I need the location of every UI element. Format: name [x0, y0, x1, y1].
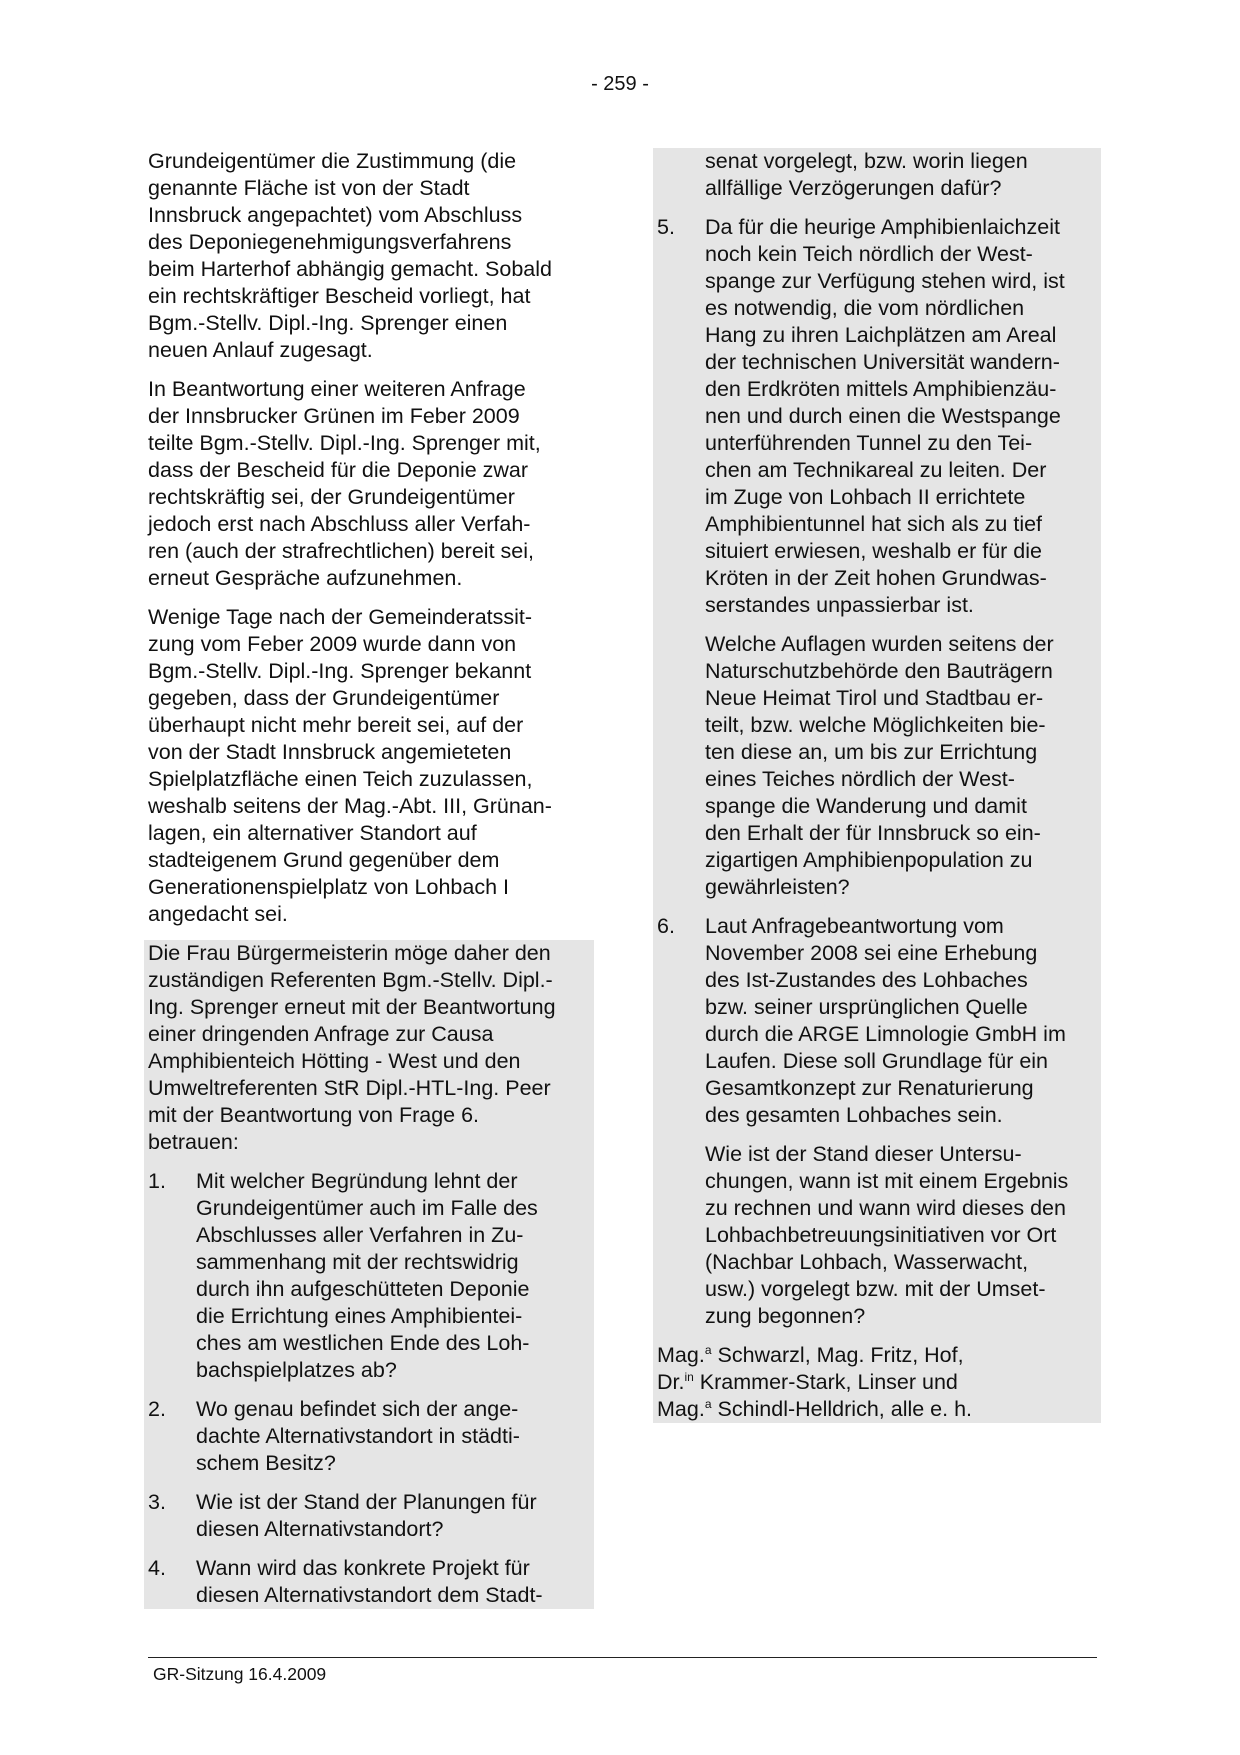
question-1: [148, 1168, 590, 1384]
question-number: 6.: [657, 914, 675, 938]
question-2: [148, 1396, 590, 1477]
question-6: [657, 913, 1097, 1129]
paragraph-1: Grundeigentümer die Zustimmung (die genannte Fläche ist von der Stadt Innsbruck angepachtet) vom Abschluss des Deponiegenehmigungsverfahrens beim Harterhof abhängig gemacht. Sobald ein rechtskräftiger Bescheid vorliegt, hat Bgm.-Stellv. Dipl.-Ing. Sprenger einen neuen Anlauf zugesagt.: [148, 149, 552, 362]
question-5: [657, 214, 1097, 619]
question-text: Wie ist der Stand der Planungen für diesen Alternativstandort?: [196, 1490, 537, 1541]
signatory-line-2: Dr.$^{in}$ Krammer-Stark, Linser und: [657, 1369, 958, 1394]
question-text: Da für die heurige Amphibienlaichzeit noch kein Teich nördlich der West- spange zur Verfügung stehen wird, ist es notwendig, die vom nördlichen Hang zu ihren Laichplätzen am Areal der technischen Universität wandern- den Erdkröten mittels Amphibienzäu- nen und durch einen die Westspange unterführenden Tunnel zu den Tei- chen am Technikareal zu leiten. Der im Zuge von Lohbach II errichtete Amphibientunnel hat sich als zu tief situiert erwiesen, weshalb er für die Kröten in der Zeit hohen Grundwas- serstandes unpassierbar ist.: [705, 215, 1065, 617]
question-4-continuation: senat vorgelegt, bzw. worin liegen allfällige Verzögerungen dafür?: [705, 149, 1028, 200]
paragraph-2: In Beantwortung einer weiteren Anfrage der Innsbrucker Grünen im Feber 2009 teilte Bgm.-Stellv. Dipl.-Ing. Sprenger mit, dass der Bescheid für die Deponie zwar rechtskräftig sei, der Grundeigentümer jedoch erst nach Abschluss aller Verfah- ren (auch der strafrechtlichen) bereit sei, erneut Gespräche aufzunehmen.: [148, 377, 541, 590]
question-text: Laut Anfragebeantwortung vom November 2008 sei eine Erhebung des Ist-Zustandes des Lohbaches bzw. seiner ursprünglichen Quelle durch die ARGE Limnologie GmbH im Laufen. Diese soll Grundlage für ein Gesamtkonzept zur Renaturierung des gesamten Lohbaches sein.: [705, 914, 1066, 1127]
question-5-follow-up: Welche Auflagen wurden seitens der Naturschutzbehörde den Bauträgern Neue Heimat Tirol und Stadtbau er- teilt, bzw. welche Möglichkeiten bie- ten diese an, um bis zur Errichtung eines Teiches nördlich der West- spange die Wanderung und damit den Erhalt der für Innsbruck so ein- zigartigen Amphibienpopulation zu gewährleisten?: [705, 632, 1054, 899]
question-6-follow-up: Wie ist der Stand dieser Untersu- chungen, wann ist mit einem Ergebnis zu rechnen und wann wird dieses den Lohbachbetreuungsinitiativen vor Ort (Nachbar Lohbach, Wasserwacht, usw.) vorgelegt bzw. mit der Umset- zung begonnen?: [705, 1142, 1069, 1328]
signatory-line-1: Mag.$^a$ Schwarzl, Mag. Fritz, Hof,: [657, 1342, 964, 1367]
footer-text: GR-Sitzung 16.4.2009: [153, 1664, 327, 1684]
signatory-line-3: Mag.$^a$ Schindl-Helldrich, alle e. h.: [657, 1396, 973, 1421]
question-4: [148, 1555, 590, 1609]
question-number: 5.: [657, 215, 675, 239]
page-number: - 259 -: [591, 73, 649, 95]
question-3: [148, 1489, 590, 1543]
left-column: [148, 148, 586, 1609]
question-number: 1.: [148, 1169, 166, 1193]
question-text: Mit welcher Begründung lehnt der Grundeigentümer auch im Falle des Abschlusses aller Verfahren in Zu- sammenhang mit der rechtswidrig durch ihn aufgeschütteten Deponie die Errichtung eines Amphibientei- ches am westlichen Ende des Loh- bachspielplatzes ab?: [196, 1169, 538, 1382]
request-intro: Die Frau Bürgermeisterin möge daher den zuständigen Referenten Bgm.-Stellv. Dipl.- Ing. Sprenger erneut mit der Beantwortung einer dringenden Anfrage zur Causa Amphibienteich Hötting - West und den Umweltreferenten StR Dipl.-HTL-Ing. Peer mit der Beantwortung von Frage 6. betrauen:: [148, 941, 556, 1154]
question-number: 4.: [148, 1556, 166, 1580]
signatories: [657, 1342, 1097, 1423]
question-number: 3.: [148, 1490, 166, 1514]
paragraph-3: Wenige Tage nach der Gemeinderatssit- zung vom Feber 2009 wurde dann von Bgm.-Stellv. Dipl.-Ing. Sprenger bekannt gegeben, dass der Grundeigentümer überhaupt nicht mehr bereit sei, auf der von der Stadt Innsbruck angemieteten Spielplatzfläche einen Teich zuzulassen, weshalb seitens der Mag.-Abt. III, Grünan- lagen, ein alternativer Standort auf stadteigenem Grund gegenüber dem Generationenspielplatz von Lohbach I angedacht sei.: [148, 605, 552, 926]
question-text: Wann wird das konkrete Projekt für diesen Alternativstandort dem Stadt-: [196, 1556, 543, 1607]
footer-rule: [148, 1657, 1097, 1658]
question-number: 2.: [148, 1397, 166, 1421]
request-block: [144, 940, 594, 1609]
right-column: [653, 148, 1101, 1423]
question-text: Wo genau befindet sich der ange- dachte Alternativstandort in städti- schem Besitz?: [196, 1397, 520, 1475]
